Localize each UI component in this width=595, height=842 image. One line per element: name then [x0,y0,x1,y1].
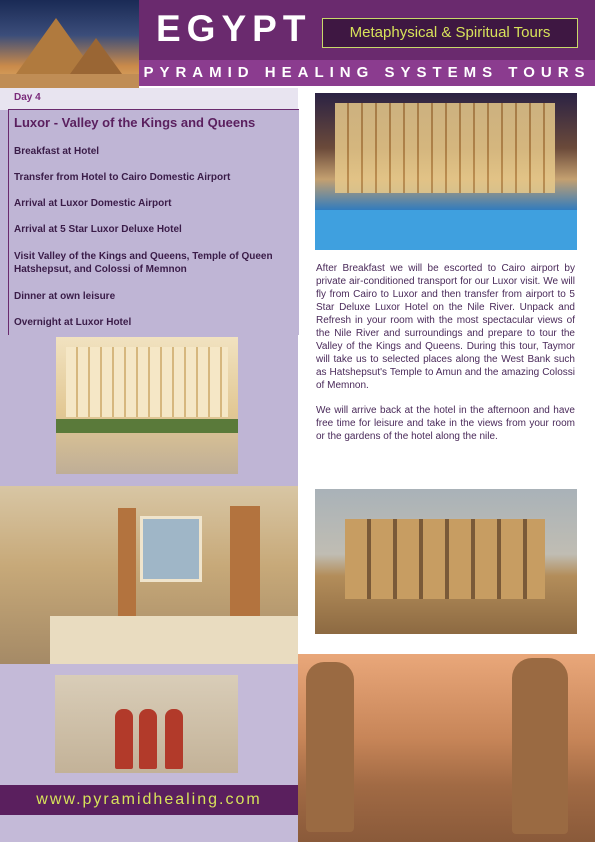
page-title: EGYPT [156,8,312,49]
section-title: Luxor - Valley of the Kings and Queens [14,115,256,130]
website-link[interactable]: www.pyramidhealing.com [36,791,262,808]
itinerary-item: Visit Valley of the Kings and Queens, Temple of Queen Hatshepsut, and Colossi of Memnon [14,251,273,275]
page-subtitle: Metaphysical & Spiritual Tours [322,18,578,48]
itinerary-item: Arrival at Luxor Domestic Airport [14,198,172,209]
itinerary-item: Breakfast at Hotel [14,146,100,157]
itinerary-item: Arrival at 5 Star Luxor Deluxe Hotel [14,224,182,235]
colossi-photo [298,654,595,842]
itinerary-item: Dinner at own leisure [14,291,116,302]
day-label: Day 4 [14,92,41,103]
description-paragraph: After Breakfast we will be escorted to Cairo airport by private air-conditioned transport for our Luxor visit. We will fly from Cairo to Luxor and then transfer from airport to 5 Star Deluxe Luxor Hotel on the Nile River. Unpack and Refresh in your room with the most spectacular views of the Nile River and surroundings and prepare to tour the Valley of the Kings and Queens. During this tour, Taymor will take us to selected places along the West Bank such as Hatshepsut's Temple to Amun and the amazing Colossi of Memnon. [316,263,575,391]
footer-strip [0,815,298,842]
description-paragraph: We will arrive back at the hotel in the afternoon and have free time for leisure and take in the views from your room or the gardens of the hotel along the nile. [316,405,575,442]
tour-strapline: PYRAMID HEALING SYSTEMS TOURS [139,60,595,86]
hotel-room-photo [0,486,298,664]
musicians-photo [55,675,238,773]
pyramids-photo [0,0,139,88]
itinerary-item: Overnight at Luxor Hotel [14,317,132,328]
tour-description [316,262,575,455]
itinerary-item: Transfer from Hotel to Cairo Domestic Airport [14,172,231,183]
hotel-courtyard-photo [56,337,238,474]
hotel-pool-photo [315,93,577,250]
temple-photo [315,489,577,634]
